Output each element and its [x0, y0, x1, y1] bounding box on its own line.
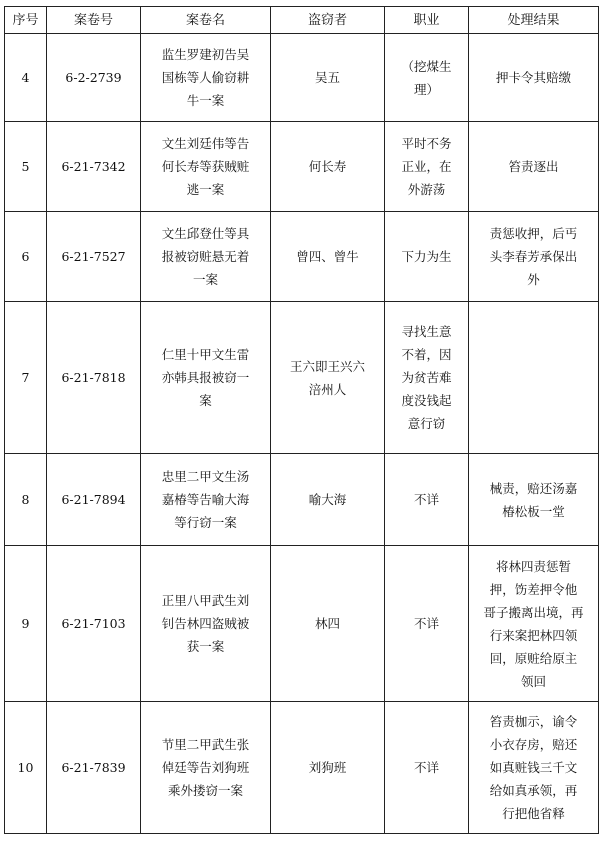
- row-result: 笞责逐出: [469, 122, 599, 212]
- row-thief: 林四: [271, 546, 385, 702]
- header-row: [5, 7, 599, 34]
- row-occupation: 不详: [385, 454, 469, 546]
- row-case-number: 6-21-7527: [47, 212, 141, 302]
- row-thief: 吴五: [271, 34, 385, 122]
- row-case-number: 6-21-7342: [47, 122, 141, 212]
- table-row: [5, 454, 599, 546]
- row-result: 械责，赔还汤嘉 椿松板一堂: [469, 454, 599, 546]
- row-thief: 刘狗班: [271, 702, 385, 834]
- row-case-name: 监生罗建初告吴 国栋等人偷窃耕 牛一案: [141, 34, 271, 122]
- row-result: 将林四责惩暂 押，饬差押令他 哥子搬离出境，再 行来案把林四领 回，原赃给原主 领回: [469, 546, 599, 702]
- row-case-number: 6-21-7818: [47, 302, 141, 454]
- row-index: 8: [5, 454, 47, 546]
- row-case-name: 文生刘廷伟等告 何长寿等获贼赃 逃一案: [141, 122, 271, 212]
- row-case-number: 6-21-7839: [47, 702, 141, 834]
- row-thief: 王六即王兴六 涪州人: [271, 302, 385, 454]
- row-thief: 喻大海: [271, 454, 385, 546]
- row-occupation: 平时不务 正业，在 外游荡: [385, 122, 469, 212]
- row-occupation: 下力为生: [385, 212, 469, 302]
- table-row: [5, 34, 599, 122]
- row-index: 7: [5, 302, 47, 454]
- row-occupation: 寻找生意 不着，因 为贫苦难 度没钱起 意行窃: [385, 302, 469, 454]
- row-result: 押卡令其赔缴: [469, 34, 599, 122]
- row-case-name: 正里八甲武生刘 钊告林四盗贼被 获一案: [141, 546, 271, 702]
- header-occupation: 职业: [385, 7, 469, 34]
- table-row: [5, 702, 599, 834]
- row-case-number: 6-21-7103: [47, 546, 141, 702]
- table-row: [5, 546, 599, 702]
- header-case-name: 案卷名: [141, 7, 271, 34]
- table-row: [5, 212, 599, 302]
- row-index: 5: [5, 122, 47, 212]
- row-result: 责惩收押，后丐 头李春芳承保出 外: [469, 212, 599, 302]
- header-index: 序号: [5, 7, 47, 34]
- row-index: 4: [5, 34, 47, 122]
- row-case-number: 6-2-2739: [47, 34, 141, 122]
- row-result: [469, 302, 599, 454]
- case-table: [4, 6, 599, 834]
- table-row: [5, 302, 599, 454]
- row-occupation: 不详: [385, 546, 469, 702]
- row-case-name: 仁里十甲文生雷 亦韩具报被窃一 案: [141, 302, 271, 454]
- header-case-number: 案卷号: [47, 7, 141, 34]
- row-index: 10: [5, 702, 47, 834]
- row-case-number: 6-21-7894: [47, 454, 141, 546]
- header-thief: 盗窃者: [271, 7, 385, 34]
- row-result: 笞责枷示，谕令 小衣存房，赔还 如真赃钱三千文 给如真承领，再 行把他省释: [469, 702, 599, 834]
- header-result: 处理结果: [469, 7, 599, 34]
- row-case-name: 文生邱登仕等具 报被窃赃悬无着 一案: [141, 212, 271, 302]
- row-thief: 何长寿: [271, 122, 385, 212]
- row-case-name: 节里二甲武生张 倬廷等告刘狗班 乘外搂窃一案: [141, 702, 271, 834]
- table-row: [5, 122, 599, 212]
- row-thief: 曾四、曾牛: [271, 212, 385, 302]
- row-occupation: （挖煤生 理）: [385, 34, 469, 122]
- row-occupation: 不详: [385, 702, 469, 834]
- row-case-name: 忠里二甲文生汤 嘉椿等告喻大海 等行窃一案: [141, 454, 271, 546]
- row-index: 9: [5, 546, 47, 702]
- row-index: 6: [5, 212, 47, 302]
